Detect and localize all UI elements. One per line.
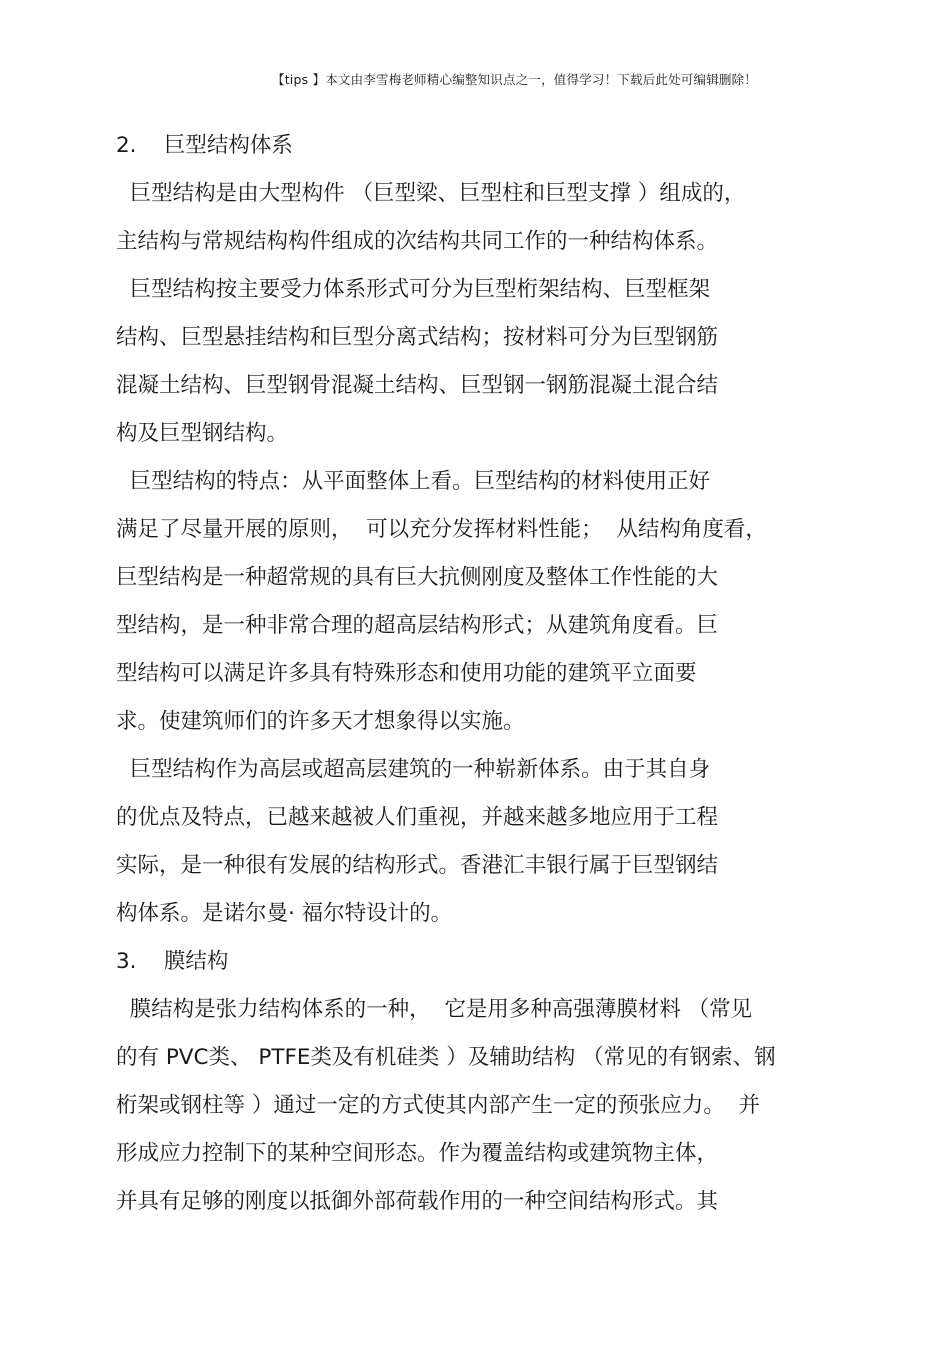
section-heading-2: 2. 巨型结构体系 — [116, 133, 293, 158]
text-line: 的优点及特点，已越来越被人们重视，并越来越多地应用于工程 — [116, 805, 719, 830]
text-line: 并具有足够的刚度以抵御外部荷载作用的一种空间结构形式。其 — [116, 1189, 719, 1214]
text-line: 巨型结构是一种超常规的具有巨大抗侧刚度及整体工作性能的大 — [116, 565, 719, 590]
text-line: 膜结构是张力结构体系的一种， 它是用多种高强薄膜材料 （常见 — [116, 997, 753, 1022]
text-line: 结构、巨型悬挂结构和巨型分离式结构；按材料可分为巨型钢筋 — [116, 325, 719, 350]
text-line: 混凝土结构、巨型钢骨混凝土结构、巨型钢一钢筋混凝土混合结 — [116, 373, 719, 398]
text-line: 求。使建筑师们的许多天才想象得以实施。 — [116, 709, 525, 734]
text-line: 巨型结构按主要受力体系形式可分为巨型桁架结构、巨型框架 — [116, 277, 711, 302]
text-line: 型结构，是一种非常合理的超高层结构形式；从建筑角度看。巨 — [116, 613, 719, 638]
text-line: 满足了尽量开展的原则， 可以充分发挥材料性能； 从结构角度看， — [116, 517, 767, 542]
text-line: 构及巨型钢结构。 — [116, 421, 289, 446]
text-line: 形成应力控制下的某种空间形态。作为覆盖结构或建筑物主体， — [116, 1141, 719, 1166]
section-heading-3: 3. 膜结构 — [116, 949, 229, 974]
text-line: 巨型结构作为高层或超高层建筑的一种崭新体系。由于其自身 — [116, 757, 711, 782]
text-line: 型结构可以满足许多具有特殊形态和使用功能的建筑平立面要 — [116, 661, 697, 686]
text-line: 的有 PVC类、 PTFE类及有机硅类 ）及辅助结构 （常见的有钢索、钢 — [116, 1045, 776, 1070]
text-line: 主结构与常规结构构件组成的次结构共同工作的一种结构体系。 — [116, 229, 719, 254]
text-line: 构体系。是诺尔曼· 福尔特设计的。 — [116, 901, 453, 926]
text-line: 实际，是一种很有发展的结构形式。香港汇丰银行属于巨型钢结 — [116, 853, 719, 878]
text-line: 巨型结构的特点：从平面整体上看。巨型结构的材料使用正好 — [116, 469, 711, 494]
text-line: 巨型结构是由大型构件 （巨型梁、巨型柱和巨型支撑 ）组成的， — [116, 181, 746, 206]
text-line: 桁架或钢柱等 ）通过一定的方式使其内部产生一定的预张应力。 并 — [116, 1093, 761, 1118]
header-note: 【tips 】本文由李雪梅老师精心编整知识点之一，值得学习！下载后此处可编辑删除！ — [272, 72, 757, 87]
